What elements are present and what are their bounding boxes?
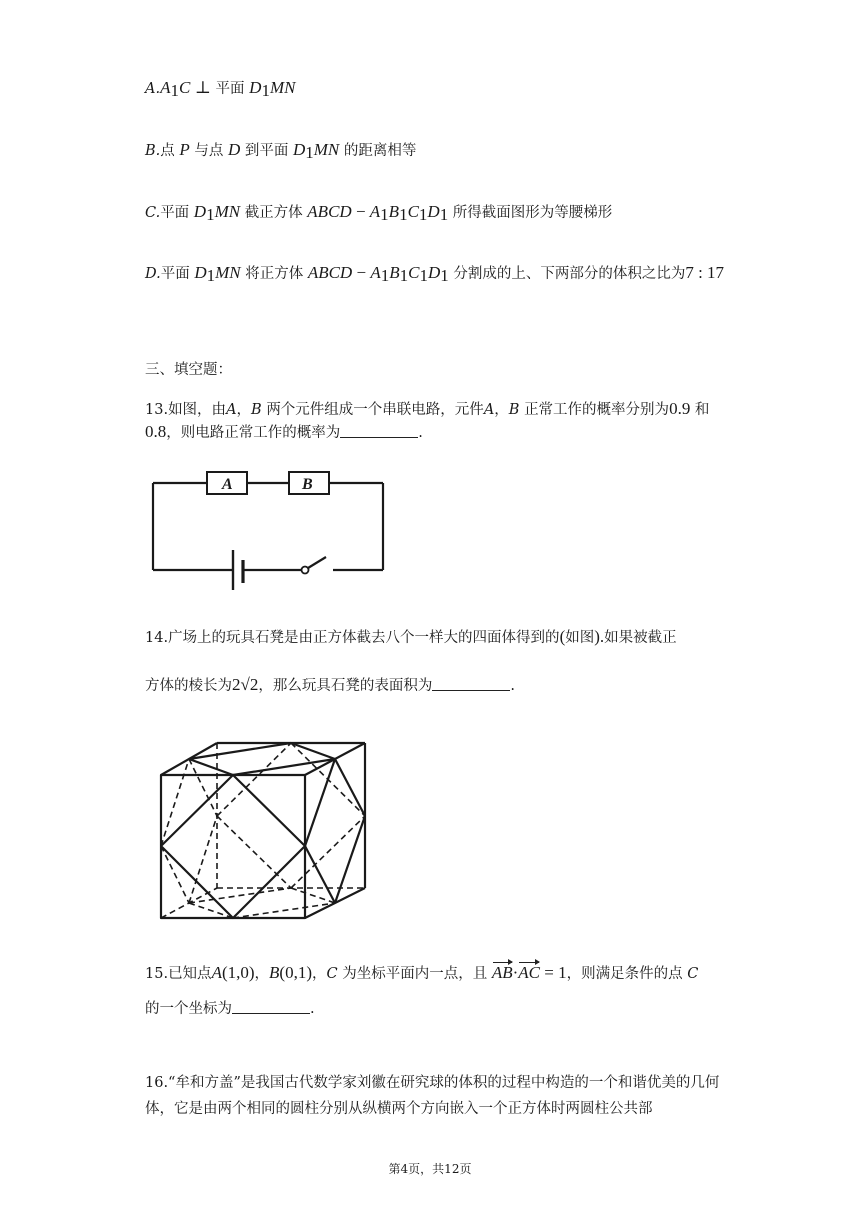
q15-line1: 15.已知点A(1,0)，B(0,1)，C 为坐标平面内一点，且 AB·AC = 1，则满足条件的点 C — [145, 963, 699, 982]
q13-line1: 13.如图，由A，B 两个元件组成一个串联电路，元件A，B 正常工作的概率分别为0.9 和 — [145, 399, 710, 418]
circuit-diagram — [145, 465, 395, 590]
answer-blank[interactable] — [340, 423, 418, 438]
q13-line2: 0.8，则电路正常工作的概率为 . — [145, 422, 423, 441]
q14-line2: 方体的棱长为2√2，那么玩具石凳的表面积为 . — [145, 675, 515, 694]
stone-stool-diagram — [155, 738, 380, 923]
element-b-label: B — [302, 476, 313, 493]
section-title: 三、填空题： — [145, 362, 232, 378]
option-b: B.点 P 与点 D 到平面 $D_1MN$ 的距离相等 — [145, 140, 417, 162]
q15-line2: 的一个坐标为 . — [145, 1001, 315, 1017]
answer-blank[interactable] — [232, 999, 310, 1014]
option-d: D.平面 $D_1MN$ 将正方体 ABCD − $A_1B_1C_1D_1$ 分割成的上、下两部分的体积之比为7 : 17 — [145, 263, 725, 285]
q14-line1: 14.广场上的玩具石凳是由正方体截去八个一样大的四面体得到的(如图).如果被截正 — [145, 627, 677, 646]
option-c: C.平面 $D_1MN$ 截正方体 ABCD − $A_1B_1C_1D_1$ 所得截面图形为等腰梯形 — [145, 202, 613, 224]
element-a-label: A — [222, 476, 233, 493]
option-a: $A.A_1C$ ⊥ 平面 $D_1MN$ — [145, 78, 296, 100]
answer-blank[interactable] — [432, 676, 510, 691]
page-footer: 第4页，共12页 — [388, 1162, 472, 1176]
q16-text: 16.“牟和方盖”是我国古代数学家刘徽在研究球的体积的过程中构造的一个和谐优美的几何体，它是由两个相同的圆柱分别从纵横两个方向嵌入一个正方体时两圆柱公共部 — [145, 1075, 720, 1117]
